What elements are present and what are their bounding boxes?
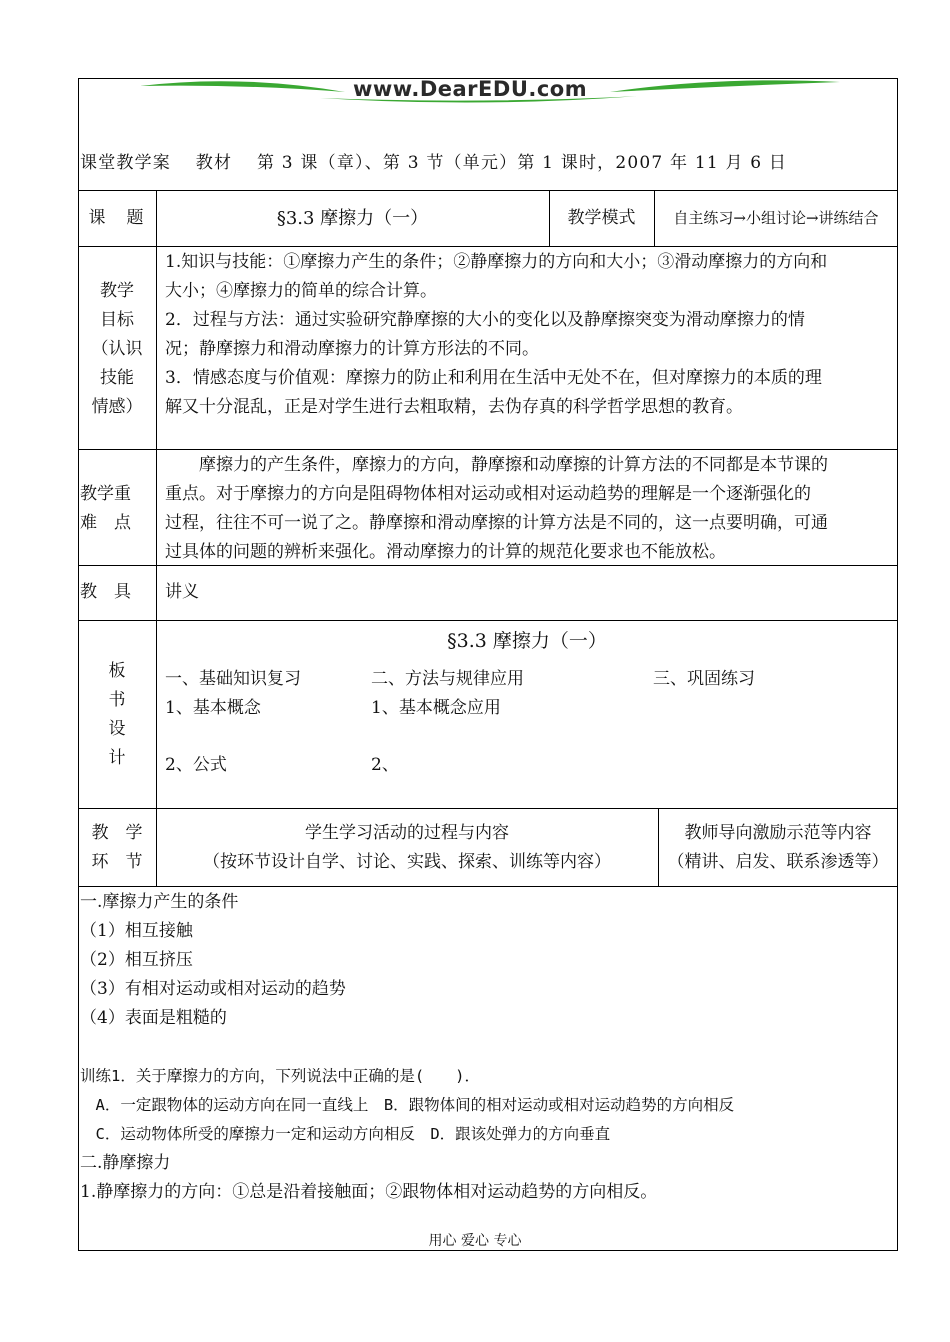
process-mid-line: （按环节设计自学、讨论、实践、探索、训练等内容） (203, 852, 611, 872)
exercise-option-cd: C．运动物体所受的摩擦力一定和运动方向相反 D．跟该处弹力的方向垂直 (80, 1125, 611, 1143)
goals-line: 3．情感态度与价值观：摩擦力的防止和利用在生活中无处不在，但对摩擦力的本质的理 (165, 368, 822, 388)
process-label-line: 教 学 (91, 823, 143, 843)
process-right-line: 教师导向激励示范等内容 (684, 823, 872, 843)
site-logo-text[interactable]: www.DearEDU.com (353, 77, 588, 101)
board-label-char: 书 (108, 690, 126, 710)
keypoints-line: 过程，往往不可一说了之。静摩擦和滑动摩擦的计算方法是不同的，这一点要明确，可通 (165, 513, 828, 533)
logo-swoosh-left (140, 81, 345, 92)
row-divider (78, 449, 898, 450)
board-col2-item: 2、 (371, 755, 399, 775)
tools-label: 教 具 (80, 582, 131, 602)
page-footer: 用心 爱心 专心 (428, 1233, 522, 1249)
goals-label-line: 情感） (91, 397, 143, 417)
section-heading: 二.静摩擦力 (80, 1153, 171, 1173)
keypoints-line: 过具体的问题的辨析来强化。滑动摩擦力的计算的规范化要求也不能放松。 (165, 542, 726, 562)
keypoints-line: 重点。对于摩擦力的方向是阻碍物体相对运动或相对运动趋势的理解是一个逐渐强化的 (165, 484, 811, 504)
board-col3-heading: 三、巩固练习 (653, 669, 755, 689)
board-label-char: 设 (108, 719, 126, 739)
process-right-line: （精讲、启发、联系渗透等） (667, 852, 889, 872)
row-divider (78, 620, 898, 621)
board-label-char: 板 (108, 661, 126, 681)
goals-label-line: 技能 (100, 368, 134, 388)
keypoints-label-line: 难 点 (80, 513, 131, 533)
board-col1-item: 2、公式 (165, 755, 227, 775)
row-divider (78, 886, 898, 887)
keypoints-label-line: 教学重 (80, 484, 131, 504)
goals-line: 1.知识与技能：①摩擦力产生的条件；②静摩擦力的方向和大小；③滑动摩擦力的方向和 (165, 252, 828, 272)
goals-label-line: （认识 (91, 339, 143, 359)
list-item: （2）相互挤压 (80, 950, 193, 970)
board-col1-item: 1、基本概念 (165, 698, 261, 718)
list-item: （4）表面是粗糙的 (80, 1008, 227, 1028)
topic-label: 课 题 (88, 208, 146, 228)
list-item: （1）相互接触 (80, 921, 193, 941)
goals-line: 2．过程与方法：通过实验研究静摩擦的大小的变化以及静摩擦突变为滑动摩擦力的情 (165, 310, 805, 330)
tools-value: 讲义 (165, 582, 199, 602)
mode-label: 教学模式 (567, 208, 636, 228)
board-title: §3.3 摩擦力（一） (447, 630, 607, 652)
board-col2-heading: 二、方法与规律应用 (371, 669, 524, 689)
board-col2-item: 1、基本概念应用 (371, 698, 501, 718)
column-divider (156, 190, 157, 886)
exercise-option-ab: A．一定跟物体的运动方向在同一直线上 B．跟物体间的相对运动或相对运动趋势的方向相反 (80, 1096, 735, 1114)
goals-line: 大小；④摩擦力的简单的综合计算。 (165, 281, 437, 301)
board-label-char: 计 (108, 748, 126, 768)
logo-swoosh-right (610, 80, 840, 92)
process-mid-line: 学生学习活动的过程与内容 (305, 823, 509, 843)
row-divider (78, 808, 898, 809)
goals-label-line: 目标 (100, 310, 134, 330)
keypoints-line: 摩擦力的产生条件，摩擦力的方向，静摩擦和动摩擦的计算方法的不同都是本节课的 (165, 455, 828, 475)
mode-value: 自主练习→小组讨论→讲练结合 (673, 209, 879, 227)
section-heading: 一.摩擦力产生的条件 (80, 892, 239, 912)
board-col1-heading: 一、基础知识复习 (165, 669, 301, 689)
row-divider (78, 246, 898, 247)
process-label-line: 环 节 (91, 852, 143, 872)
goals-line: 解又十分混乱，正是对学生进行去粗取精，去伪存真的科学哲学思想的教育。 (165, 397, 743, 417)
list-item: （3）有相对运动或相对运动的趋势 (80, 979, 346, 999)
topic-value: §3.3 摩擦力（一） (276, 208, 429, 229)
lesson-header: 课堂教学案 教材 第 3 课（章）、第 3 节（单元）第 1 课时，2007 年 11 月 6 日 (80, 153, 788, 173)
exercise-question: 训练1．关于摩擦力的方向，下列说法中正确的是( )． (80, 1067, 480, 1085)
section-line: 1.静摩擦力的方向：①总是沿着接触面；②跟物体相对运动趋势的方向相反。 (80, 1182, 658, 1202)
goals-label-line: 教学 (100, 281, 134, 301)
goals-line: 况；静摩擦力和滑动摩擦力的计算方形法的不同。 (165, 339, 539, 359)
row-divider (78, 190, 898, 191)
